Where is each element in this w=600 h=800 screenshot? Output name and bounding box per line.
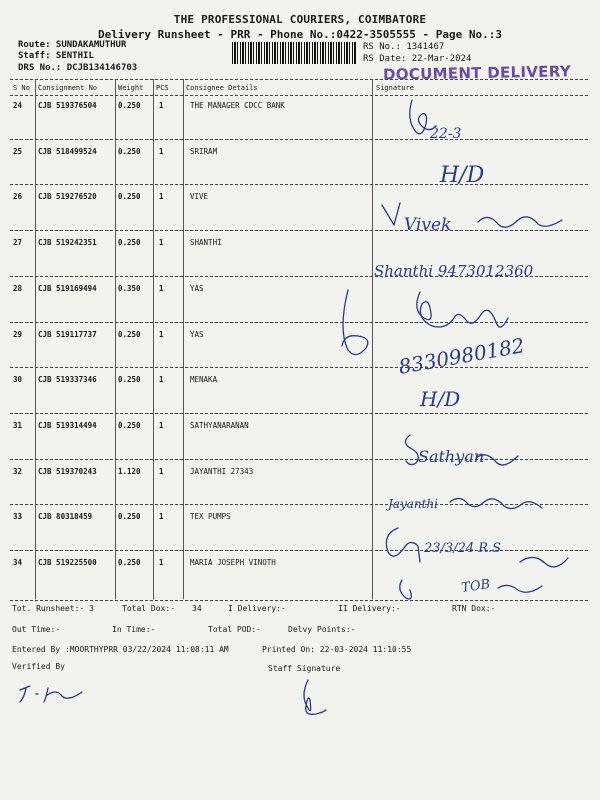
in-time: In Time:- (112, 625, 156, 634)
runsheet-title: Delivery Runsheet - PRR - Phone No.:0422-3505555 - Page No.:3 (98, 28, 502, 41)
row-rule (10, 322, 588, 323)
row-consignment-no: CJB 519225500 (38, 558, 97, 567)
row-sno: 29 (13, 330, 23, 339)
row-pcs: 1 (159, 558, 164, 567)
row-consignment-no: CJB 519117737 (38, 330, 97, 339)
row-consignment-no: CJB 519242351 (38, 238, 97, 247)
delvy-points: Delvy Points:- (288, 625, 356, 634)
sig-note-24: 22-3 (430, 126, 462, 142)
row-consignee: VIVE (190, 192, 209, 201)
sig-note-34: TOB (460, 577, 492, 596)
document-delivery-stamp: DOCUMENT DELIVERY (382, 62, 572, 84)
col-weight: Weight (118, 84, 144, 92)
sig-note-25: H/D (440, 163, 485, 188)
row-pcs: 1 (159, 467, 164, 476)
row-weight: 0.250 (118, 330, 141, 339)
row-pcs: 1 (159, 284, 164, 293)
ii-delivery: II Delivery:- (338, 604, 401, 613)
col-divider (35, 79, 36, 599)
table-top-rule (10, 79, 588, 80)
row-rule (10, 139, 588, 140)
tot-runsheet: Tot. Runsheet:- 3 (12, 604, 94, 613)
i-delivery: I Delivery:- (228, 604, 286, 613)
row-sno: 24 (13, 101, 23, 110)
staff-signature: Staff Signature (268, 664, 341, 673)
col-divider (153, 79, 154, 599)
total-dox-label: Total Dox:- (122, 604, 175, 613)
row-consignment-no: CJB 519376504 (38, 101, 97, 110)
sig-note-31: Sathyan (418, 447, 485, 466)
row-rule (10, 459, 588, 460)
row-pcs: 1 (159, 330, 164, 339)
row-weight: 0.250 (118, 558, 141, 567)
row-consignment-no: CJB 519314494 (38, 421, 97, 430)
col-divider (372, 79, 373, 599)
row-weight: 1.120 (118, 467, 141, 476)
row-consignee: MARIA JOSEPH VINOTH (190, 558, 276, 567)
row-consignment-no: CJB 518499524 (38, 147, 97, 156)
row-consignment-no: CJB 519337346 (38, 375, 97, 384)
col-pcs: PCS (156, 84, 169, 92)
sig-note-27: Shanthi 9473012360 (374, 262, 534, 280)
row-consignee: TEX PUMPS (190, 512, 231, 521)
row-consignee: SRIRAM (190, 147, 218, 156)
row-sno: 30 (13, 375, 23, 384)
col-divider (115, 79, 116, 599)
row-pcs: 1 (159, 512, 164, 521)
col-signature: Signature (376, 84, 414, 92)
barcode (232, 42, 356, 64)
company-name: THE PROFESSIONAL COURIERS, COIMBATORE (173, 13, 427, 26)
col-divider (183, 79, 184, 599)
row-weight: 0.250 (118, 375, 141, 384)
row-consignee: SATHYANARANAN (190, 421, 249, 430)
row-rule (10, 504, 588, 505)
row-consignment-no: CJB 519276520 (38, 192, 97, 201)
route: Route: SUNDAKAMUTHUR (18, 40, 127, 50)
row-weight: 0.250 (118, 238, 141, 247)
row-pcs: 1 (159, 375, 164, 384)
printed-on: Printed On: 22-03-2024 11:10:55 (262, 645, 412, 654)
row-pcs: 1 (159, 147, 164, 156)
row-rule (10, 413, 588, 414)
row-consignee: JAYANTHI 27343 (190, 467, 254, 476)
out-time: Out Time:- (12, 625, 61, 634)
sig-note-32: Jayanthi (388, 497, 439, 511)
row-consignee: SHANTHI (190, 238, 222, 247)
row-rule (10, 184, 588, 185)
total-pod: Total POD:- (208, 625, 261, 634)
row-pcs: 1 (159, 238, 164, 247)
row-weight: 0.250 (118, 421, 141, 430)
row-sno: 33 (13, 512, 23, 521)
row-pcs: 1 (159, 101, 164, 110)
row-consignee: MENAKA (190, 375, 218, 384)
rs-date: RS Date: 22-Mar-2024 (363, 54, 472, 64)
row-consignment-no: CJB 80318459 (38, 512, 93, 521)
staff: Staff: SENTHIL (18, 51, 94, 61)
row-weight: 0.350 (118, 284, 141, 293)
sig-note-33: 23/3/24 R.S (424, 541, 502, 556)
row-weight: 0.250 (118, 147, 141, 156)
row-weight: 0.250 (118, 192, 141, 201)
sig-note-29: 8330980182 (396, 333, 527, 379)
entered-by: Entered By :MOORTHYPRR 03/22/2024 11:08:11 AM (12, 645, 229, 654)
row-sno: 31 (13, 421, 23, 430)
row-consignee: THE MANAGER CDCC BANK (190, 101, 285, 110)
row-consignment-no: CJB 519370243 (38, 467, 97, 476)
row-sno: 27 (13, 238, 23, 247)
table-header-rule (10, 95, 588, 96)
rs-number: RS No.: 1341467 (363, 42, 445, 52)
row-rule (10, 550, 588, 551)
col-consignee: Consignee Details (186, 84, 258, 92)
row-rule (10, 230, 588, 231)
rtn-dox: RTN Dox:- (452, 604, 496, 613)
row-consignment-no: CJB 519169494 (38, 284, 97, 293)
row-weight: 0.250 (118, 512, 141, 521)
col-sno: S No (13, 84, 30, 92)
row-rule (10, 276, 588, 277)
footer-rule (10, 600, 588, 601)
row-rule (10, 367, 588, 368)
col-consignment: Consignment No (38, 84, 98, 92)
total-dox-value: 34 (192, 604, 202, 613)
row-sno: 25 (13, 147, 23, 156)
sig-note-30: H/D (420, 387, 461, 411)
verified-by: Verified By (12, 662, 65, 671)
row-sno: 28 (13, 284, 23, 293)
row-sno: 32 (13, 467, 23, 476)
row-consignee: YAS (190, 284, 204, 293)
row-consignee: YAS (190, 330, 204, 339)
row-sno: 34 (13, 558, 23, 567)
row-weight: 0.250 (118, 101, 141, 110)
row-pcs: 1 (159, 192, 164, 201)
row-pcs: 1 (159, 421, 164, 430)
sig-note-26: Vivek (404, 215, 452, 235)
row-sno: 26 (13, 192, 23, 201)
drs-number: DRS No.: DCJB134146703 (18, 63, 138, 73)
